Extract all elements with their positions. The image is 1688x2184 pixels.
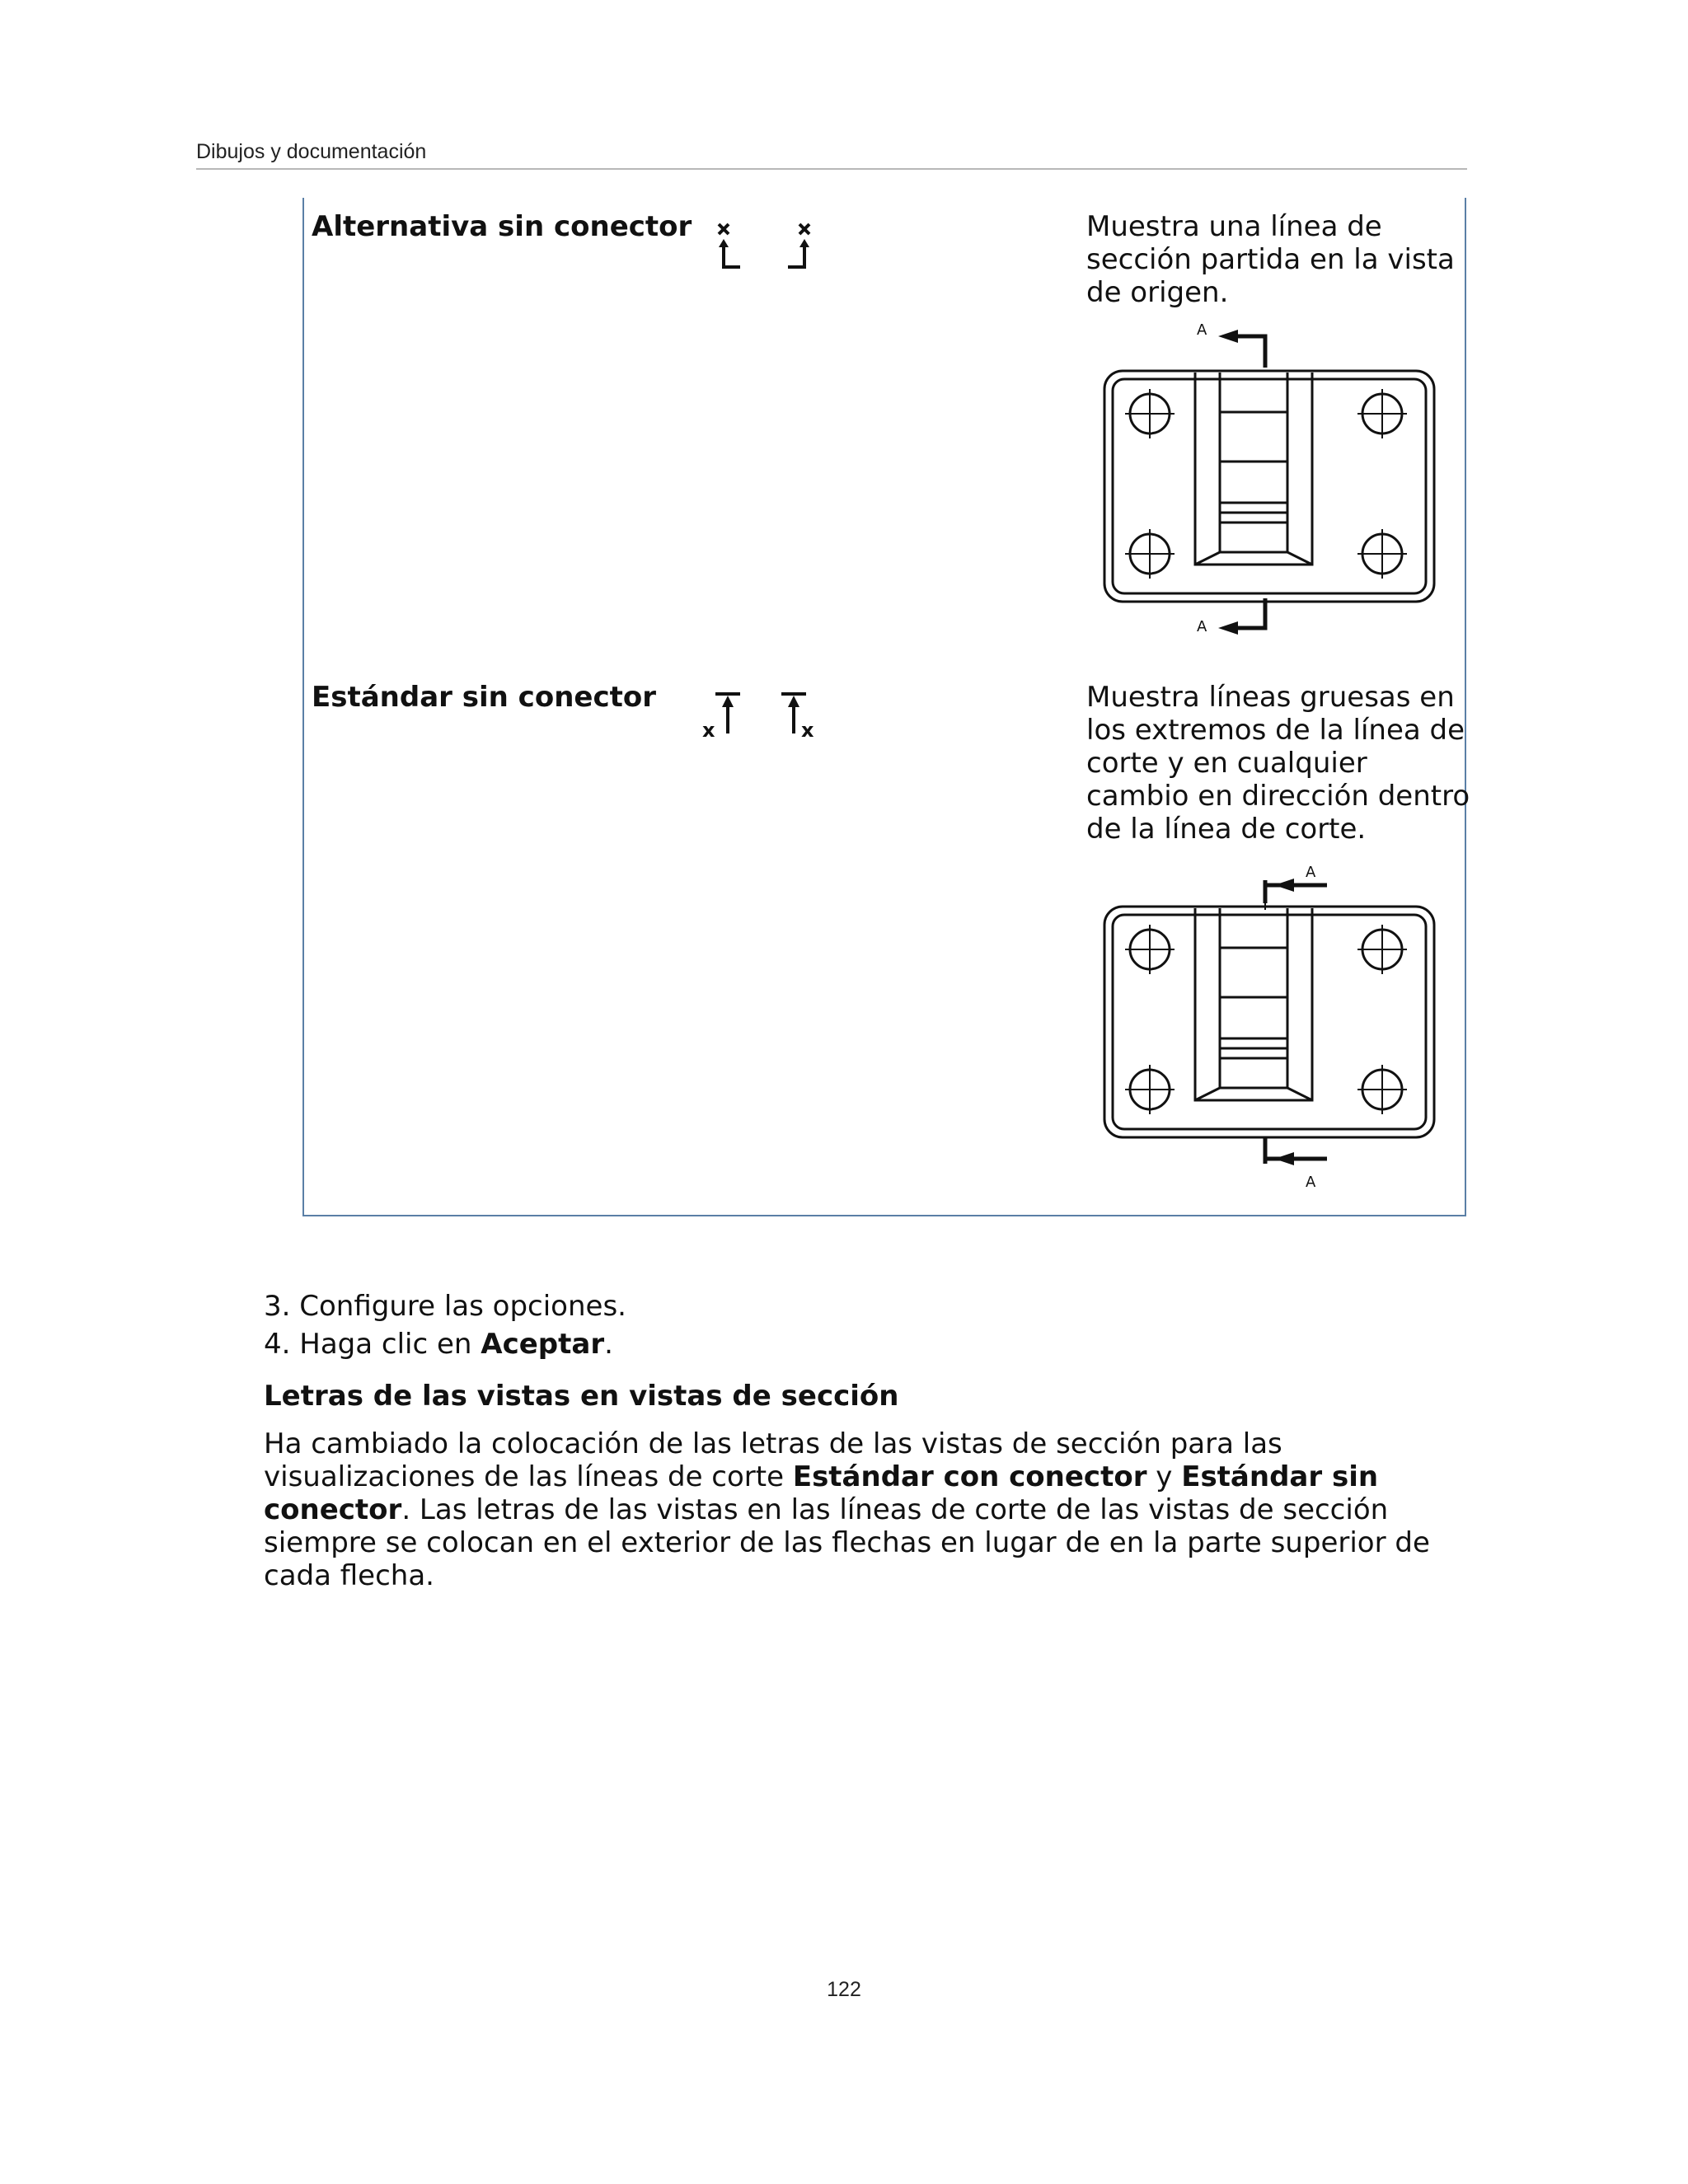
para-bold: Estándar sin conector [264,1460,1379,1526]
section-heading: Letras de las vistas en vistas de sección [264,1380,899,1413]
header-rule [196,168,1467,170]
row-description-alternativa: Muestra una línea de sección partida en la vista de origen. [1086,210,1455,309]
step-number: 4. [264,1328,291,1361]
step-text: . [604,1328,613,1361]
section-letter-bottom: A [1197,618,1207,635]
step-number: 3. [264,1290,291,1323]
section-paragraph [264,1427,1475,1592]
para-bold: Estándar con conector [792,1460,1147,1493]
right-x-letter: x [801,719,814,742]
section-view-drawing-estandar [1096,857,1442,1195]
para-text: . Las letras de las vistas en las líneas de corte de las vistas de sección siempre se colocan en el exterior de las flechas en lugar de en la parte superior de cada flecha. [264,1493,1430,1592]
x-elbow-arrow-left-icon [714,221,743,274]
step-4 [264,1325,626,1363]
section-letter-top: A [1197,321,1207,339]
step-text: Configure las opciones. [299,1290,626,1323]
left-x-letter: x [702,719,715,742]
section-view-drawing-alternativa [1096,321,1442,643]
x-elbow-arrow-right-icon [785,221,814,274]
steps-list [264,1287,626,1363]
row-description-estandar: Muestra líneas gruesas en los extremos de la línea de corte y en cualquier cambio en dirección dentro de la línea de corte. [1086,681,1470,846]
row-title-estandar: Estándar sin conector [312,681,656,714]
section-letter-bottom: A [1306,1174,1316,1191]
page-number: 122 [827,1978,861,2001]
thick-arrow-right-letter-icon [781,692,821,742]
step-text: Haga clic en [299,1328,481,1361]
para-text: Ha cambiado la colocación de las letras de las vistas de sección para las visualizaciones de las líneas de corte [264,1427,1282,1493]
step-bold-text: Aceptar [481,1328,605,1361]
step-3 [264,1287,626,1325]
para-text: y [1146,1460,1182,1493]
section-letter-top: A [1306,864,1316,881]
thick-arrow-left-letter-icon [701,692,740,742]
row-title-alternativa: Alternativa sin conector [312,210,692,243]
running-header: Dibujos y documentación [196,140,427,163]
